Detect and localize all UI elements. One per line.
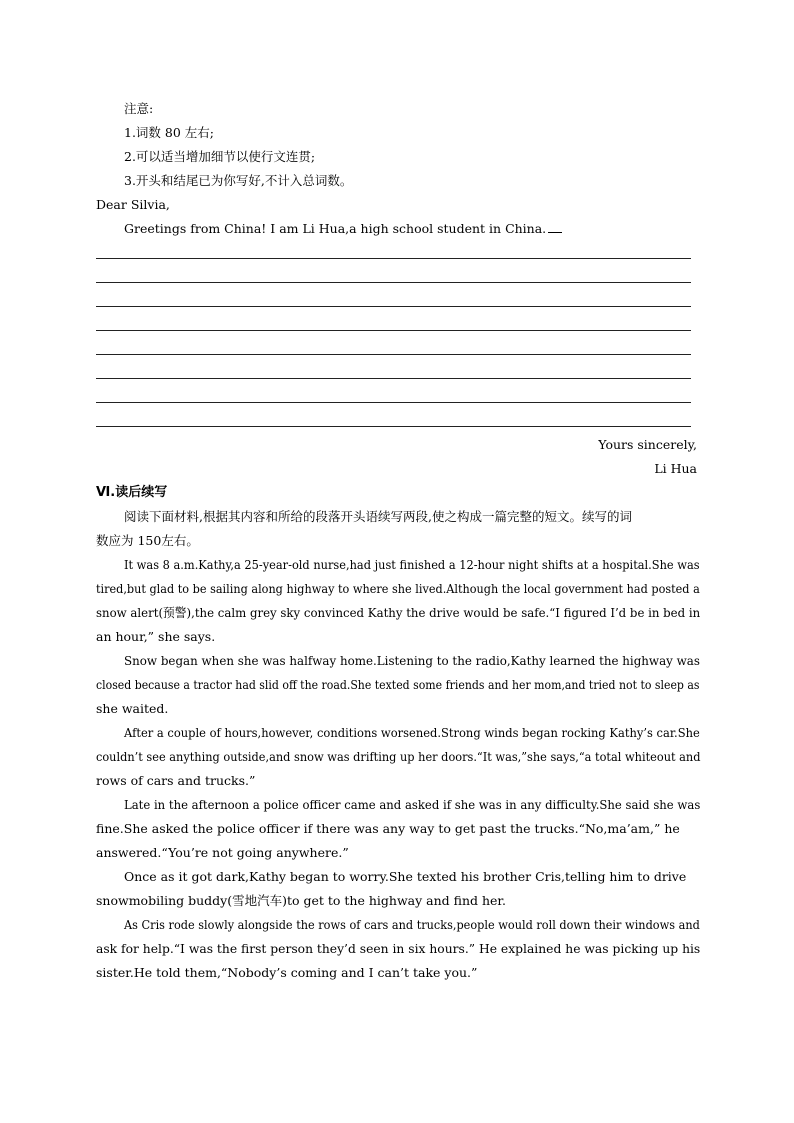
- writing-line[interactable]: [96, 426, 691, 427]
- writing-line[interactable]: [96, 282, 691, 283]
- passage-line: couldn’t see anything outside,and snow was drifting up her doors.“It was,”she says,“a total whiteout and: [96, 749, 701, 764]
- notes-item-1: 1.词数 80 左右;: [124, 125, 214, 140]
- letter-closing: Yours sincerely,: [598, 437, 697, 452]
- letter-signature: Li Hua: [654, 461, 697, 476]
- passage-line: snowmobiling buddy(雪地汽车)to get to the highway and find her.: [96, 893, 506, 908]
- section-instruction-line1: 阅读下面材料,根据其内容和所给的段落开头语续写两段,使之构成一篇完整的短文。续写的词: [124, 509, 632, 524]
- passage-line: As Cris rode slowly alongside the rows of cars and trucks,people would roll down their windows and: [124, 917, 700, 932]
- passage-line: an hour,” she says.: [96, 629, 216, 644]
- answer-blank-start: [548, 221, 562, 233]
- writing-line[interactable]: [96, 402, 691, 403]
- passage-line: Once as it got dark,Kathy began to worry.She texted his brother Cris,telling him to drive: [124, 869, 687, 884]
- writing-line[interactable]: [96, 258, 691, 259]
- notes-heading: 注意:: [124, 101, 154, 116]
- passage-line: sister.He told them,“Nobody’s coming and I can’t take you.”: [96, 965, 478, 980]
- letter-opening: Greetings from China! I am Li Hua,a high school student in China.: [124, 221, 547, 236]
- passage-line: snow alert(预警),the calm grey sky convinced Kathy the drive would be safe.“I figured I’d be in bed in: [96, 605, 701, 620]
- notes-item-2: 2.可以适当增加细节以使行文连贯;: [124, 149, 316, 164]
- section-title: Ⅵ.读后续写: [96, 485, 168, 500]
- letter-salutation: Dear Silvia,: [96, 197, 170, 212]
- writing-line[interactable]: [96, 306, 691, 307]
- passage-line: closed because a tractor had slid off the road.She texted some friends and her mom,and tried not to sleep as: [96, 677, 700, 692]
- passage-line: answered.“You’re not going anywhere.”: [96, 845, 349, 860]
- section-instruction-line2: 数应为 150左右。: [96, 533, 199, 548]
- letter-opening-line: [124, 221, 562, 237]
- passage-line: It was 8 a.m.Kathy,a 25-year-old nurse,had just finished a 12-hour night shifts at a hospital.She was: [124, 557, 700, 572]
- notes-item-3: 3.开头和结尾已为你写好,不计入总词数。: [124, 173, 353, 188]
- passage-line: Late in the afternoon a police officer came and asked if she was in any difficulty.She said she was: [124, 797, 701, 812]
- passage-line: she waited.: [96, 701, 169, 716]
- passage-line: fine.She asked the police officer if there was any way to get past the trucks.“No,ma’am,” he: [96, 821, 680, 836]
- passage-line: After a couple of hours,however, conditions worsened.Strong winds began rocking Kathy’s car.She: [124, 725, 700, 740]
- writing-line[interactable]: [96, 354, 691, 355]
- writing-line[interactable]: [96, 378, 691, 379]
- passage-line: Snow began when she was halfway home.Listening to the radio,Kathy learned the highway was: [124, 653, 700, 668]
- passage-line: rows of cars and trucks.”: [96, 773, 256, 788]
- writing-line[interactable]: [96, 330, 691, 331]
- passage-line: tired,but glad to be sailing along highway to where she lived.Although the local government had posted a: [96, 581, 700, 596]
- passage-line: ask for help.“I was the first person they’d seen in six hours.” He explained he was picking up his: [96, 941, 701, 956]
